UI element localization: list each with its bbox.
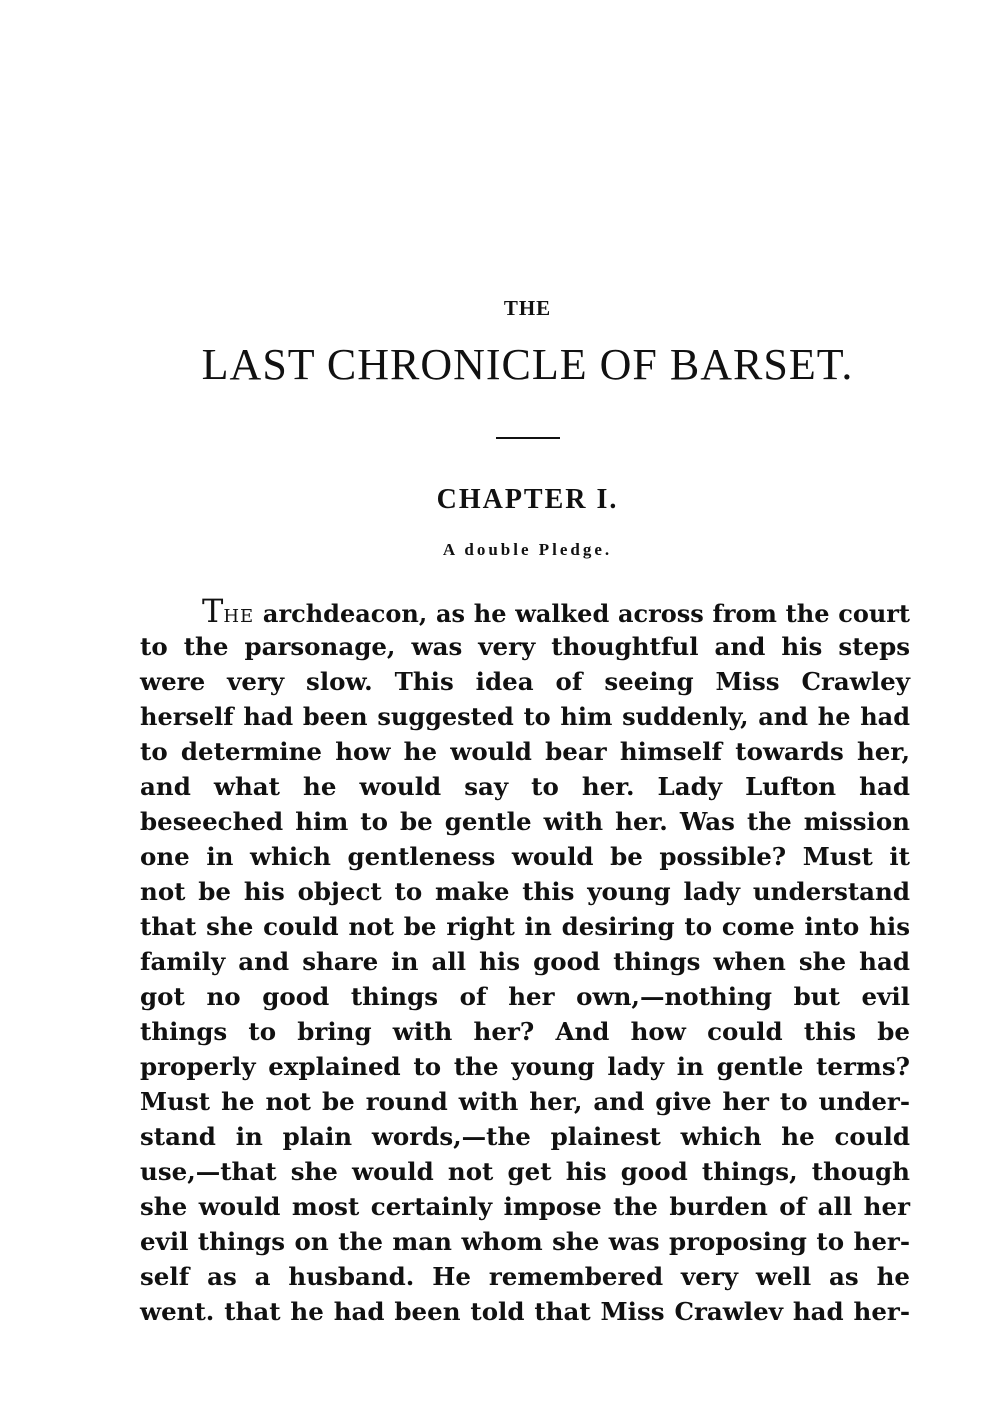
book-title: LAST CHRONICLE OF BARSET.	[201, 340, 854, 389]
chapter-heading: CHAPTER I.	[436, 484, 619, 515]
text-line: to the parsonage, was very thoughtful and his steps	[140, 632, 910, 661]
text-line: Must he not be round with her, and give her to under-	[140, 1087, 910, 1116]
text-line: she would most certainly impose the burden of all her	[140, 1192, 910, 1221]
small-caps-word: HE	[223, 606, 255, 627]
text-line: to determine how he would bear himself towards her,	[140, 737, 910, 766]
text-line: went. that he had been told that Miss Crawlev had her-	[140, 1297, 910, 1326]
text-line: not be his object to make this young lady understand	[140, 877, 910, 906]
chapter-body-text	[140, 594, 910, 1329]
text-line: properly explained to the young lady in gentle terms?	[140, 1052, 910, 1081]
text-line: that she could not be right in desiring to come into his	[140, 912, 910, 941]
text-line: got no good things of her own,—nothing but evil	[140, 982, 910, 1011]
text-line	[140, 594, 910, 629]
title-rule-divider	[496, 437, 560, 439]
text-line: evil things on the man whom she was proposing to her-	[140, 1227, 910, 1256]
text-line: herself had been suggested to him suddenly, and he had	[140, 702, 910, 731]
chapter-subtitle: A double Pledge.	[442, 540, 613, 559]
text-line: stand in plain words,—the plainest which he could	[140, 1122, 910, 1151]
drop-capital: T	[202, 592, 224, 630]
text-line: family and share in all his good things when she had	[140, 947, 910, 976]
text-line: self as a husband. He remembered very well as he	[140, 1262, 910, 1291]
text-line: things to bring with her? And how could this be	[140, 1017, 910, 1046]
first-line-text: archdeacon, as he walked across from the court	[254, 599, 910, 628]
series-label: THE	[503, 296, 552, 320]
text-line: one in which gentleness would be possible? Must it	[140, 842, 910, 871]
text-line: and what he would say to her. Lady Lufton had	[140, 772, 910, 801]
text-line: beseeched him to be gentle with her. Was the mission	[140, 807, 910, 836]
text-line: use,—that she would not get his good things, though	[140, 1157, 910, 1186]
text-line: were very slow. This idea of seeing Miss Crawley	[140, 667, 910, 696]
